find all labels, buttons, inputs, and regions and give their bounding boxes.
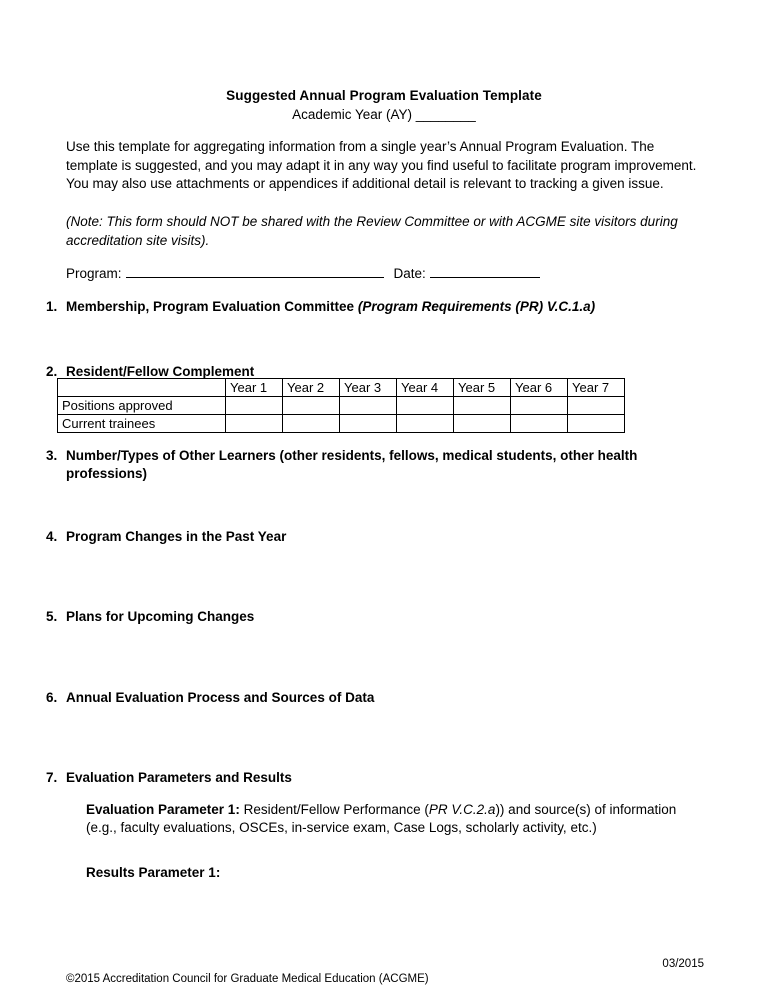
table-header-year-3: Year 3: [340, 379, 397, 397]
cell-trainees-year-7[interactable]: [568, 415, 625, 433]
table-header-year-6: Year 6: [511, 379, 568, 397]
section-1-number: 1.: [46, 299, 58, 314]
section-1: [46, 298, 712, 316]
table-corner-header: [58, 379, 226, 397]
academic-year-line: [0, 104, 768, 123]
cell-positions-year-3[interactable]: [340, 397, 397, 415]
cell-positions-year-2[interactable]: [283, 397, 340, 415]
section-7: [46, 769, 712, 787]
table-row: [58, 397, 625, 415]
cell-positions-year-7[interactable]: [568, 397, 625, 415]
section-1-heading: [66, 298, 712, 316]
academic-year-blank[interactable]: ________: [415, 107, 476, 122]
evaluation-parameter-1-text-b: )) and source(s) of information (e.g., faculty evaluations, OSCEs, in-service exam, Case Logs, scholarly activity, etc.): [86, 802, 677, 835]
academic-year-label: Academic Year (AY): [292, 107, 412, 122]
section-4-number: 4.: [46, 529, 58, 544]
section-7-heading: Evaluation Parameters and Results: [66, 770, 292, 785]
program-label: Program:: [66, 266, 122, 281]
row-label-positions-approved: Positions approved: [58, 397, 226, 415]
table-header-year-1: Year 1: [226, 379, 283, 397]
section-6-heading: Annual Evaluation Process and Sources of Data: [66, 690, 375, 705]
cell-trainees-year-1[interactable]: [226, 415, 283, 433]
date-label: Date:: [393, 266, 426, 281]
cell-trainees-year-5[interactable]: [454, 415, 511, 433]
evaluation-parameter-1-text-a: Resident/Fellow Performance (: [239, 802, 429, 817]
cell-trainees-year-6[interactable]: [511, 415, 568, 433]
table-header-year-2: Year 2: [283, 379, 340, 397]
section-6-number: 6.: [46, 690, 58, 705]
cell-positions-year-5[interactable]: [454, 397, 511, 415]
table-header-year-4: Year 4: [397, 379, 454, 397]
row-label-current-trainees: Current trainees: [58, 415, 226, 433]
resident-fellow-complement-table: [57, 378, 625, 433]
intro-paragraph: Use this template for aggregating information from a single year’s Annual Program Evaluation. The template is suggested, and you may adapt it in any way you find useful to facilitate program improvement. You may also use attachments or appendices if additional detail is relevant to tracking a given issue.: [66, 139, 697, 191]
cell-positions-year-6[interactable]: [511, 397, 568, 415]
evaluation-parameter-1-paragraph: [86, 801, 698, 837]
section-6: [46, 689, 712, 707]
footer-revision-date: 03/2015: [662, 958, 704, 970]
section-4: [46, 528, 712, 546]
section-5: [46, 608, 712, 626]
section-3: [46, 447, 712, 482]
section-4-heading: Program Changes in the Past Year: [66, 529, 287, 544]
results-parameter-1-label: Results Parameter 1:: [86, 865, 221, 880]
section-1-citation: (Program Requirements (PR) V.C.1.a): [357, 299, 596, 314]
section-2-title: Resident/Fellow Complement: [66, 364, 255, 379]
cell-trainees-year-3[interactable]: [340, 415, 397, 433]
table-header-year-7: Year 7: [568, 379, 625, 397]
section-3-number: 3.: [46, 448, 58, 463]
cell-trainees-year-2[interactable]: [283, 415, 340, 433]
program-date-line: [66, 265, 706, 283]
date-input[interactable]: [430, 265, 540, 278]
note-paragraph: (Note: This form should NOT be shared with the Review Committee or with ACGME site visitors during accreditation site visits).: [66, 214, 678, 248]
cell-positions-year-4[interactable]: [397, 397, 454, 415]
table-row: [58, 415, 625, 433]
cell-trainees-year-4[interactable]: [397, 415, 454, 433]
table-header-row: [58, 379, 625, 397]
section-1-title: Membership, Program Evaluation Committee: [66, 299, 355, 314]
section-7-number: 7.: [46, 770, 58, 785]
page-title: Suggested Annual Program Evaluation Template: [226, 88, 542, 103]
table-header-year-5: Year 5: [454, 379, 511, 397]
cell-positions-year-1[interactable]: [226, 397, 283, 415]
section-3-heading: Number/Types of Other Learners (other residents, fellows, medical students, other health professions): [66, 448, 638, 481]
program-input[interactable]: [126, 265, 384, 278]
evaluation-parameter-1-label: Evaluation Parameter 1:: [86, 802, 240, 817]
evaluation-parameter-1-citation: PR V.C.2.a: [428, 802, 496, 817]
footer-copyright: ©2015 Accreditation Council for Graduate Medical Education (ACGME): [66, 973, 429, 985]
section-5-number: 5.: [46, 609, 58, 624]
section-2-number: 2.: [46, 364, 58, 379]
section-5-heading: Plans for Upcoming Changes: [66, 609, 255, 624]
